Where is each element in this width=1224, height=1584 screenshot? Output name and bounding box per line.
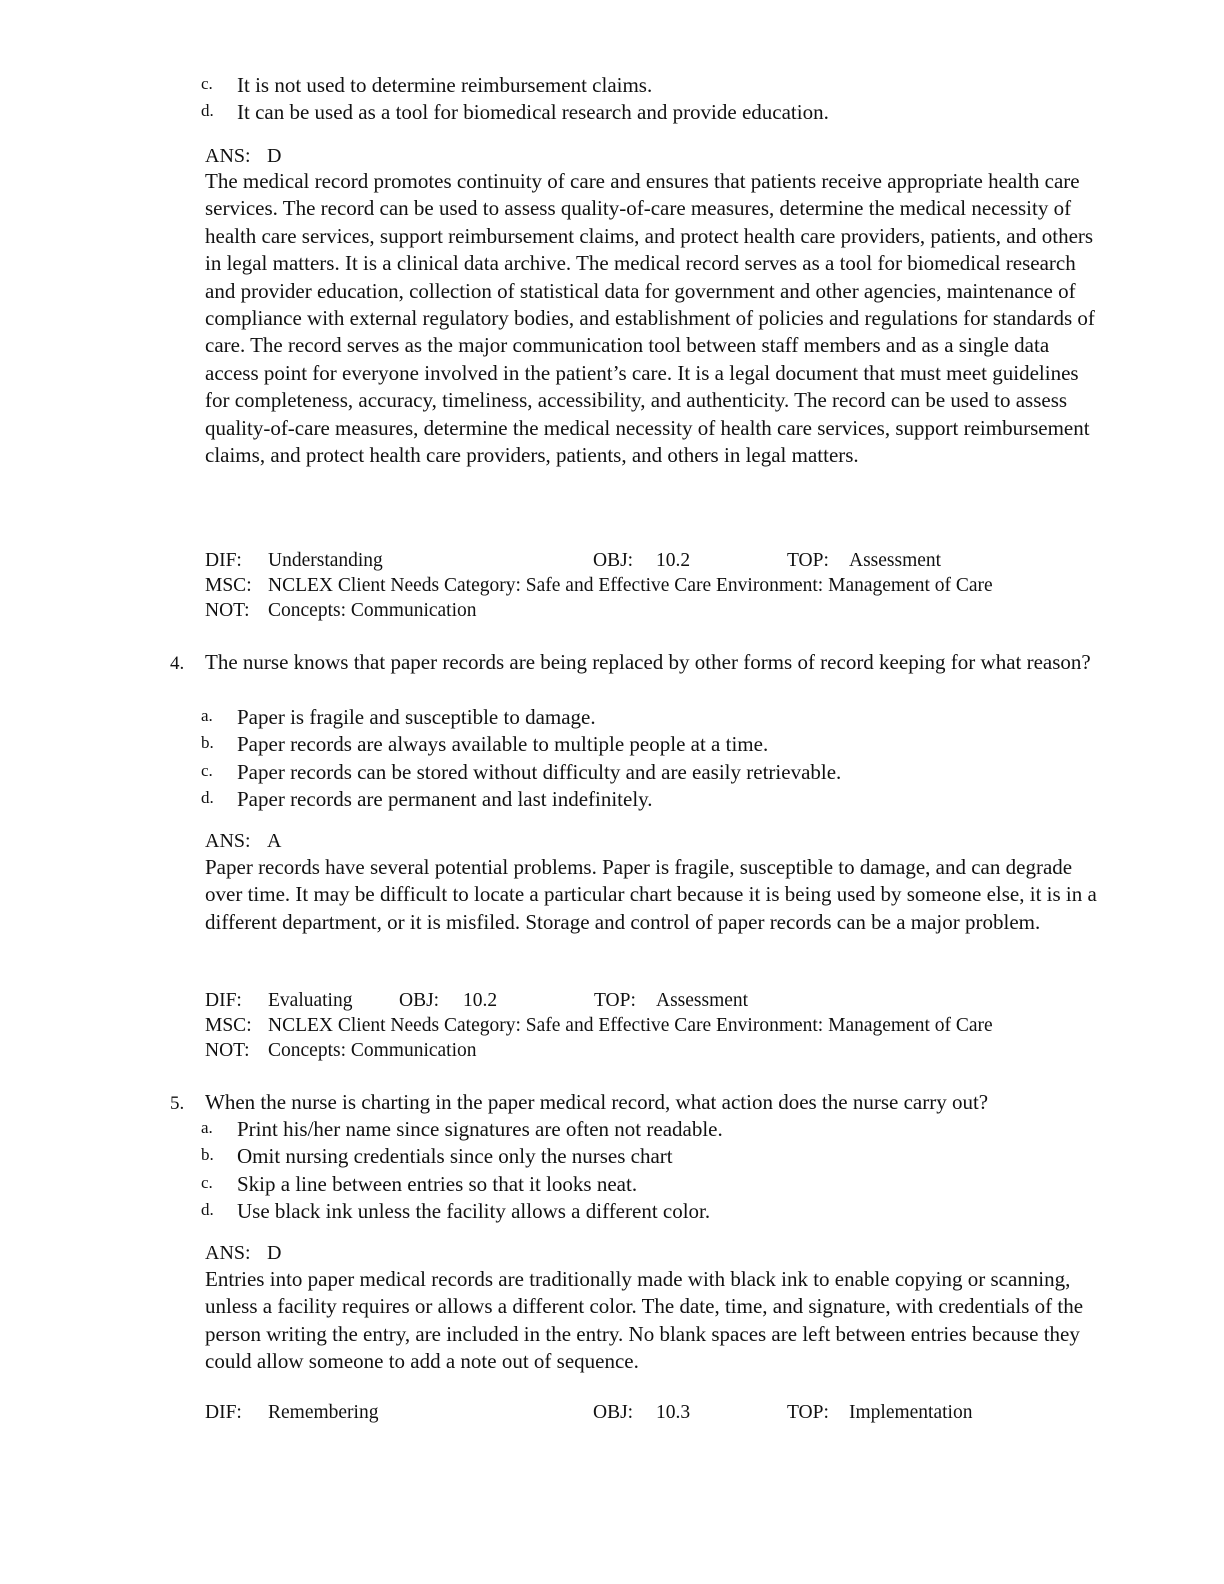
option-text: Paper is fragile and susceptible to damage. bbox=[237, 705, 596, 729]
top-value: Implementation bbox=[849, 1402, 973, 1423]
option-text: Paper records can be stored without difficulty and are easily retrievable. bbox=[237, 759, 842, 784]
dif-label: DIF: bbox=[205, 550, 242, 571]
answer-value: D bbox=[267, 1242, 282, 1264]
option-letter: d. bbox=[201, 101, 214, 121]
answer-label: ANS: bbox=[205, 145, 251, 167]
question-5-options bbox=[0, 1116, 1224, 1226]
dif-value: Remembering bbox=[268, 1402, 379, 1423]
rationale: Entries into paper medical records are traditionally made with black ink to enable copying or scanning, unless a facility requires or allows a different color. The date, time, and signature, with credentials of the person writing the entry, are included in the entry. No blank spaces are left between entries because they could allow someone to add a note out of sequence. bbox=[205, 1267, 1084, 1374]
question-stem: The nurse knows that paper records are being replaced by other forms of record keeping for what reason? bbox=[205, 650, 1091, 674]
option-text: Use black ink unless the facility allows a different color. bbox=[237, 1199, 711, 1224]
option-text: Paper records are always available to multiple people at a time. bbox=[237, 732, 769, 757]
option-c bbox=[0, 72, 1224, 99]
option-letter: c. bbox=[201, 1172, 213, 1192]
option-a bbox=[0, 1116, 1224, 1143]
obj-label: OBJ: bbox=[399, 990, 440, 1011]
option-d bbox=[0, 99, 1224, 126]
option-letter: a. bbox=[201, 706, 213, 725]
option-text: Omit nursing credentials since only the nurses chart bbox=[237, 1144, 673, 1169]
option-letter: b. bbox=[201, 733, 214, 753]
option-c bbox=[0, 1171, 1224, 1198]
answer-label: ANS: bbox=[205, 1242, 251, 1264]
option-d bbox=[0, 786, 1224, 813]
obj-value: 10.3 bbox=[656, 1402, 691, 1423]
option-a bbox=[0, 704, 1224, 731]
option-letter: c. bbox=[201, 74, 213, 93]
meta-row-dif bbox=[205, 988, 1125, 1013]
option-b bbox=[0, 731, 1224, 758]
dif-value: Understanding bbox=[268, 550, 383, 571]
meta-row-not bbox=[205, 1038, 1125, 1063]
top-value: Assessment bbox=[849, 550, 942, 571]
option-d bbox=[0, 1198, 1224, 1225]
obj-value: 10.2 bbox=[656, 550, 691, 571]
meta-row-dif bbox=[205, 548, 1125, 573]
not-value: Concepts: Communication bbox=[268, 1040, 477, 1061]
msc-label: MSC: bbox=[205, 575, 252, 596]
not-value: Concepts: Communication bbox=[268, 600, 477, 621]
answer-line bbox=[205, 1240, 281, 1267]
obj-value: 10.2 bbox=[463, 990, 498, 1011]
option-text: It can be used as a tool for biomedical research and provide education. bbox=[237, 100, 829, 125]
question-meta bbox=[205, 1400, 1125, 1425]
msc-value: NCLEX Client Needs Category: Safe and Effective Care Environment: Management of Care bbox=[268, 575, 993, 596]
meta-row-not bbox=[205, 598, 1125, 623]
msc-label: MSC: bbox=[205, 1015, 252, 1036]
option-letter: b. bbox=[201, 1145, 214, 1165]
rationale: The medical record promotes continuity of care and ensures that patients receive appropriate health care services. The record can be used to assess quality-of-care measures, determine the medical necessity of health care services, support reimbursement claims, and protect health care providers, patients, and others in legal matters. It is a clinical data archive. The medical record serves as a tool for biomedical research and provider education, collection of statistical data for government and other agencies, maintenance of compliance with external regulatory bodies, and establishment of policies and regulations for standards of care. The record serves as the major communication tool between staff members and as a single data access point for everyone involved in the patient’s care. It is a legal document that must meet guidelines for completeness, accuracy, timeliness, accessibility, and authenticity. The record can be used to assess quality-of-care measures, determine the medical necessity of health care services, support reimbursement claims, and protect health care providers, patients, and others in legal matters. bbox=[205, 169, 1095, 468]
option-letter: c. bbox=[201, 760, 213, 780]
dif-label: DIF: bbox=[205, 1402, 242, 1423]
msc-value: NCLEX Client Needs Category: Safe and Effective Care Environment: Management of Care bbox=[268, 1015, 993, 1036]
meta-row-msc bbox=[205, 1013, 1125, 1038]
meta-row-dif bbox=[205, 1400, 1125, 1425]
question-number: 5. bbox=[170, 1093, 185, 1114]
question-4-options bbox=[0, 704, 1224, 814]
option-text: Skip a line between entries so that it looks neat. bbox=[237, 1171, 638, 1196]
option-c bbox=[0, 759, 1224, 786]
question-number: 4. bbox=[170, 653, 185, 674]
top-label: TOP: bbox=[787, 550, 829, 571]
question-stem: When the nurse is charting in the paper medical record, what action does the nurse carry out? bbox=[205, 1090, 989, 1114]
top-value: Assessment bbox=[656, 990, 749, 1011]
option-text: Print his/her name since signatures are often not readable. bbox=[237, 1117, 723, 1141]
top-label: TOP: bbox=[594, 990, 636, 1011]
option-letter: a. bbox=[201, 1118, 213, 1137]
rationale: Paper records have several potential problems. Paper is fragile, susceptible to damage, and can degrade over time. It may be difficult to locate a particular chart because it is being used by someone else, it is in a different department, or it is misfiled. Storage and control of paper records can be a major problem. bbox=[205, 855, 1097, 934]
obj-label: OBJ: bbox=[593, 550, 634, 571]
dif-value: Evaluating bbox=[268, 990, 353, 1011]
answer-line bbox=[205, 143, 281, 170]
question-3-options bbox=[0, 72, 1224, 127]
meta-row-msc bbox=[205, 573, 1125, 598]
option-letter: d. bbox=[201, 1200, 214, 1220]
top-label: TOP: bbox=[787, 1402, 829, 1423]
not-label: NOT: bbox=[205, 600, 250, 621]
dif-label: DIF: bbox=[205, 990, 242, 1011]
option-b bbox=[0, 1143, 1224, 1170]
option-letter: d. bbox=[201, 788, 214, 808]
question-meta bbox=[205, 988, 1125, 1063]
answer-value: A bbox=[267, 830, 282, 852]
obj-label: OBJ: bbox=[593, 1402, 634, 1423]
option-text: It is not used to determine reimbursement claims. bbox=[237, 73, 653, 97]
answer-line bbox=[205, 828, 281, 855]
not-label: NOT: bbox=[205, 1040, 250, 1061]
answer-label: ANS: bbox=[205, 830, 251, 852]
answer-value: D bbox=[267, 145, 282, 167]
option-text: Paper records are permanent and last indefinitely. bbox=[237, 787, 653, 812]
question-meta bbox=[205, 548, 1125, 623]
